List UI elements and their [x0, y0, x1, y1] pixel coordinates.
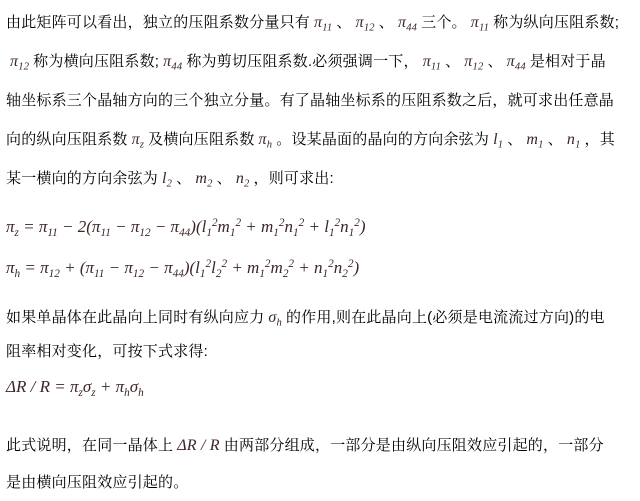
- text-run: 、: [216, 170, 232, 187]
- text-run: ，其: [584, 131, 615, 148]
- math-symbol: $\pi_h = \pi_{12} + (\pi_{11} - \pi_{12} - \pi_{44})(l_1^2l_2^2 + m_1^2m_2^2 + n_1^2n_2^2)$: [6, 257, 360, 280]
- text-line: [6, 120, 634, 159]
- text-line: [6, 301, 634, 335]
- text-run: 是由横向压阻效应引起的。: [6, 474, 189, 491]
- text-run: 向的纵向压阻系数: [6, 131, 128, 148]
- math-symbol: $\pi_{44}$: [397, 14, 418, 34]
- math-symbol: $\pi_z = \pi_{11} - 2(\pi_{11} - \pi_{12} - \pi_{44})(l_1^2m_1^2 + m_1^2n_1^2 + l_1^2n_1^2)$: [6, 216, 366, 239]
- math-symbol: $\pi_{12}$: [10, 53, 30, 73]
- text-line: [6, 3, 634, 42]
- text-line: [6, 335, 634, 369]
- paragraph-intro: [6, 3, 634, 198]
- text-run: 及横向压阻系数: [148, 131, 255, 148]
- equation-transverse-coefficient: [6, 253, 634, 283]
- math-symbol: $\pi_{11}$: [422, 53, 442, 73]
- text-line: [6, 427, 634, 464]
- math-symbol: $n_1$: [566, 131, 581, 151]
- equation-delta-r-over-r: [6, 372, 634, 402]
- math-symbol: $\pi_{12}$: [355, 14, 375, 34]
- text-line: [6, 159, 634, 198]
- paragraph-stress: [6, 301, 634, 369]
- text-run: 轴坐标系三个晶轴方向的三个独立分量。有了晶轴坐标系的压阻系数之后，就可求出任意晶: [6, 92, 615, 109]
- math-symbol: $\pi_h$: [258, 131, 273, 151]
- math-symbol: $\pi_{12}$: [464, 53, 484, 73]
- text-run: 、: [487, 53, 503, 70]
- math-symbol: $m_1$: [526, 131, 544, 151]
- text-run: 。设某晶面的晶向的方向余弦为: [276, 131, 490, 148]
- math-symbol: $l_2$: [162, 170, 173, 190]
- text-run: 称为剪切压阻系数.必须强调一下，: [186, 53, 419, 70]
- text-run: 称为纵向压阻系数;: [493, 14, 620, 31]
- text-run: 、: [176, 170, 192, 187]
- text-line: [6, 81, 634, 120]
- text-run: 由此矩阵可以看出，独立的压阻系数分量只有: [6, 14, 311, 31]
- math-symbol: $l_1$: [493, 131, 504, 151]
- text-run: 阻率相对变化，可按下式求得:: [6, 343, 208, 360]
- text-run: 、: [336, 14, 352, 31]
- math-symbol: ΔR / R: [177, 437, 220, 454]
- math-symbol: $\pi_{44}$: [506, 53, 526, 73]
- math-symbol: $\pi_{11}$: [314, 14, 333, 34]
- equation-longitudinal-coefficient: [6, 212, 634, 242]
- paragraph-conclusion: [6, 427, 634, 501]
- text-run: 、: [378, 14, 394, 31]
- text-run: 是相对于晶: [529, 53, 606, 70]
- text-run: 由两部分组成，一部分是由纵向压阻效应引起的，一部分: [223, 437, 604, 454]
- text-line: [6, 42, 634, 81]
- text-run: 如果单晶体在此晶向上同时有纵向应力: [6, 309, 265, 326]
- text-line: [6, 464, 634, 501]
- math-symbol: $\pi_{11}$: [470, 14, 490, 34]
- text-run: 、: [445, 53, 461, 70]
- text-run: 某一横向的方向余弦为: [6, 170, 159, 187]
- math-symbol: $\pi_z$: [131, 131, 145, 151]
- math-symbol: $n_2$: [235, 170, 250, 190]
- text-run: 、: [547, 131, 563, 148]
- text-run: 此式说明，在同一晶体上: [6, 437, 174, 454]
- math-symbol: $m_2$: [195, 170, 213, 190]
- text-run: 称为横向压阻系数;: [33, 53, 160, 70]
- text-run: 三个。: [421, 14, 467, 31]
- math-symbol: $\Delta R / R = \pi_z\sigma_z + \pi_h\sigma_h$: [6, 377, 144, 399]
- math-symbol: $\pi_{44}$: [163, 53, 183, 73]
- text-run: 、: [507, 131, 523, 148]
- text-run: ，则可求出:: [253, 170, 334, 187]
- text-run: 的作用,则在此晶向上(必须是电流流过方向)的电: [285, 309, 605, 326]
- math-symbol: $\sigma_h$: [268, 309, 282, 329]
